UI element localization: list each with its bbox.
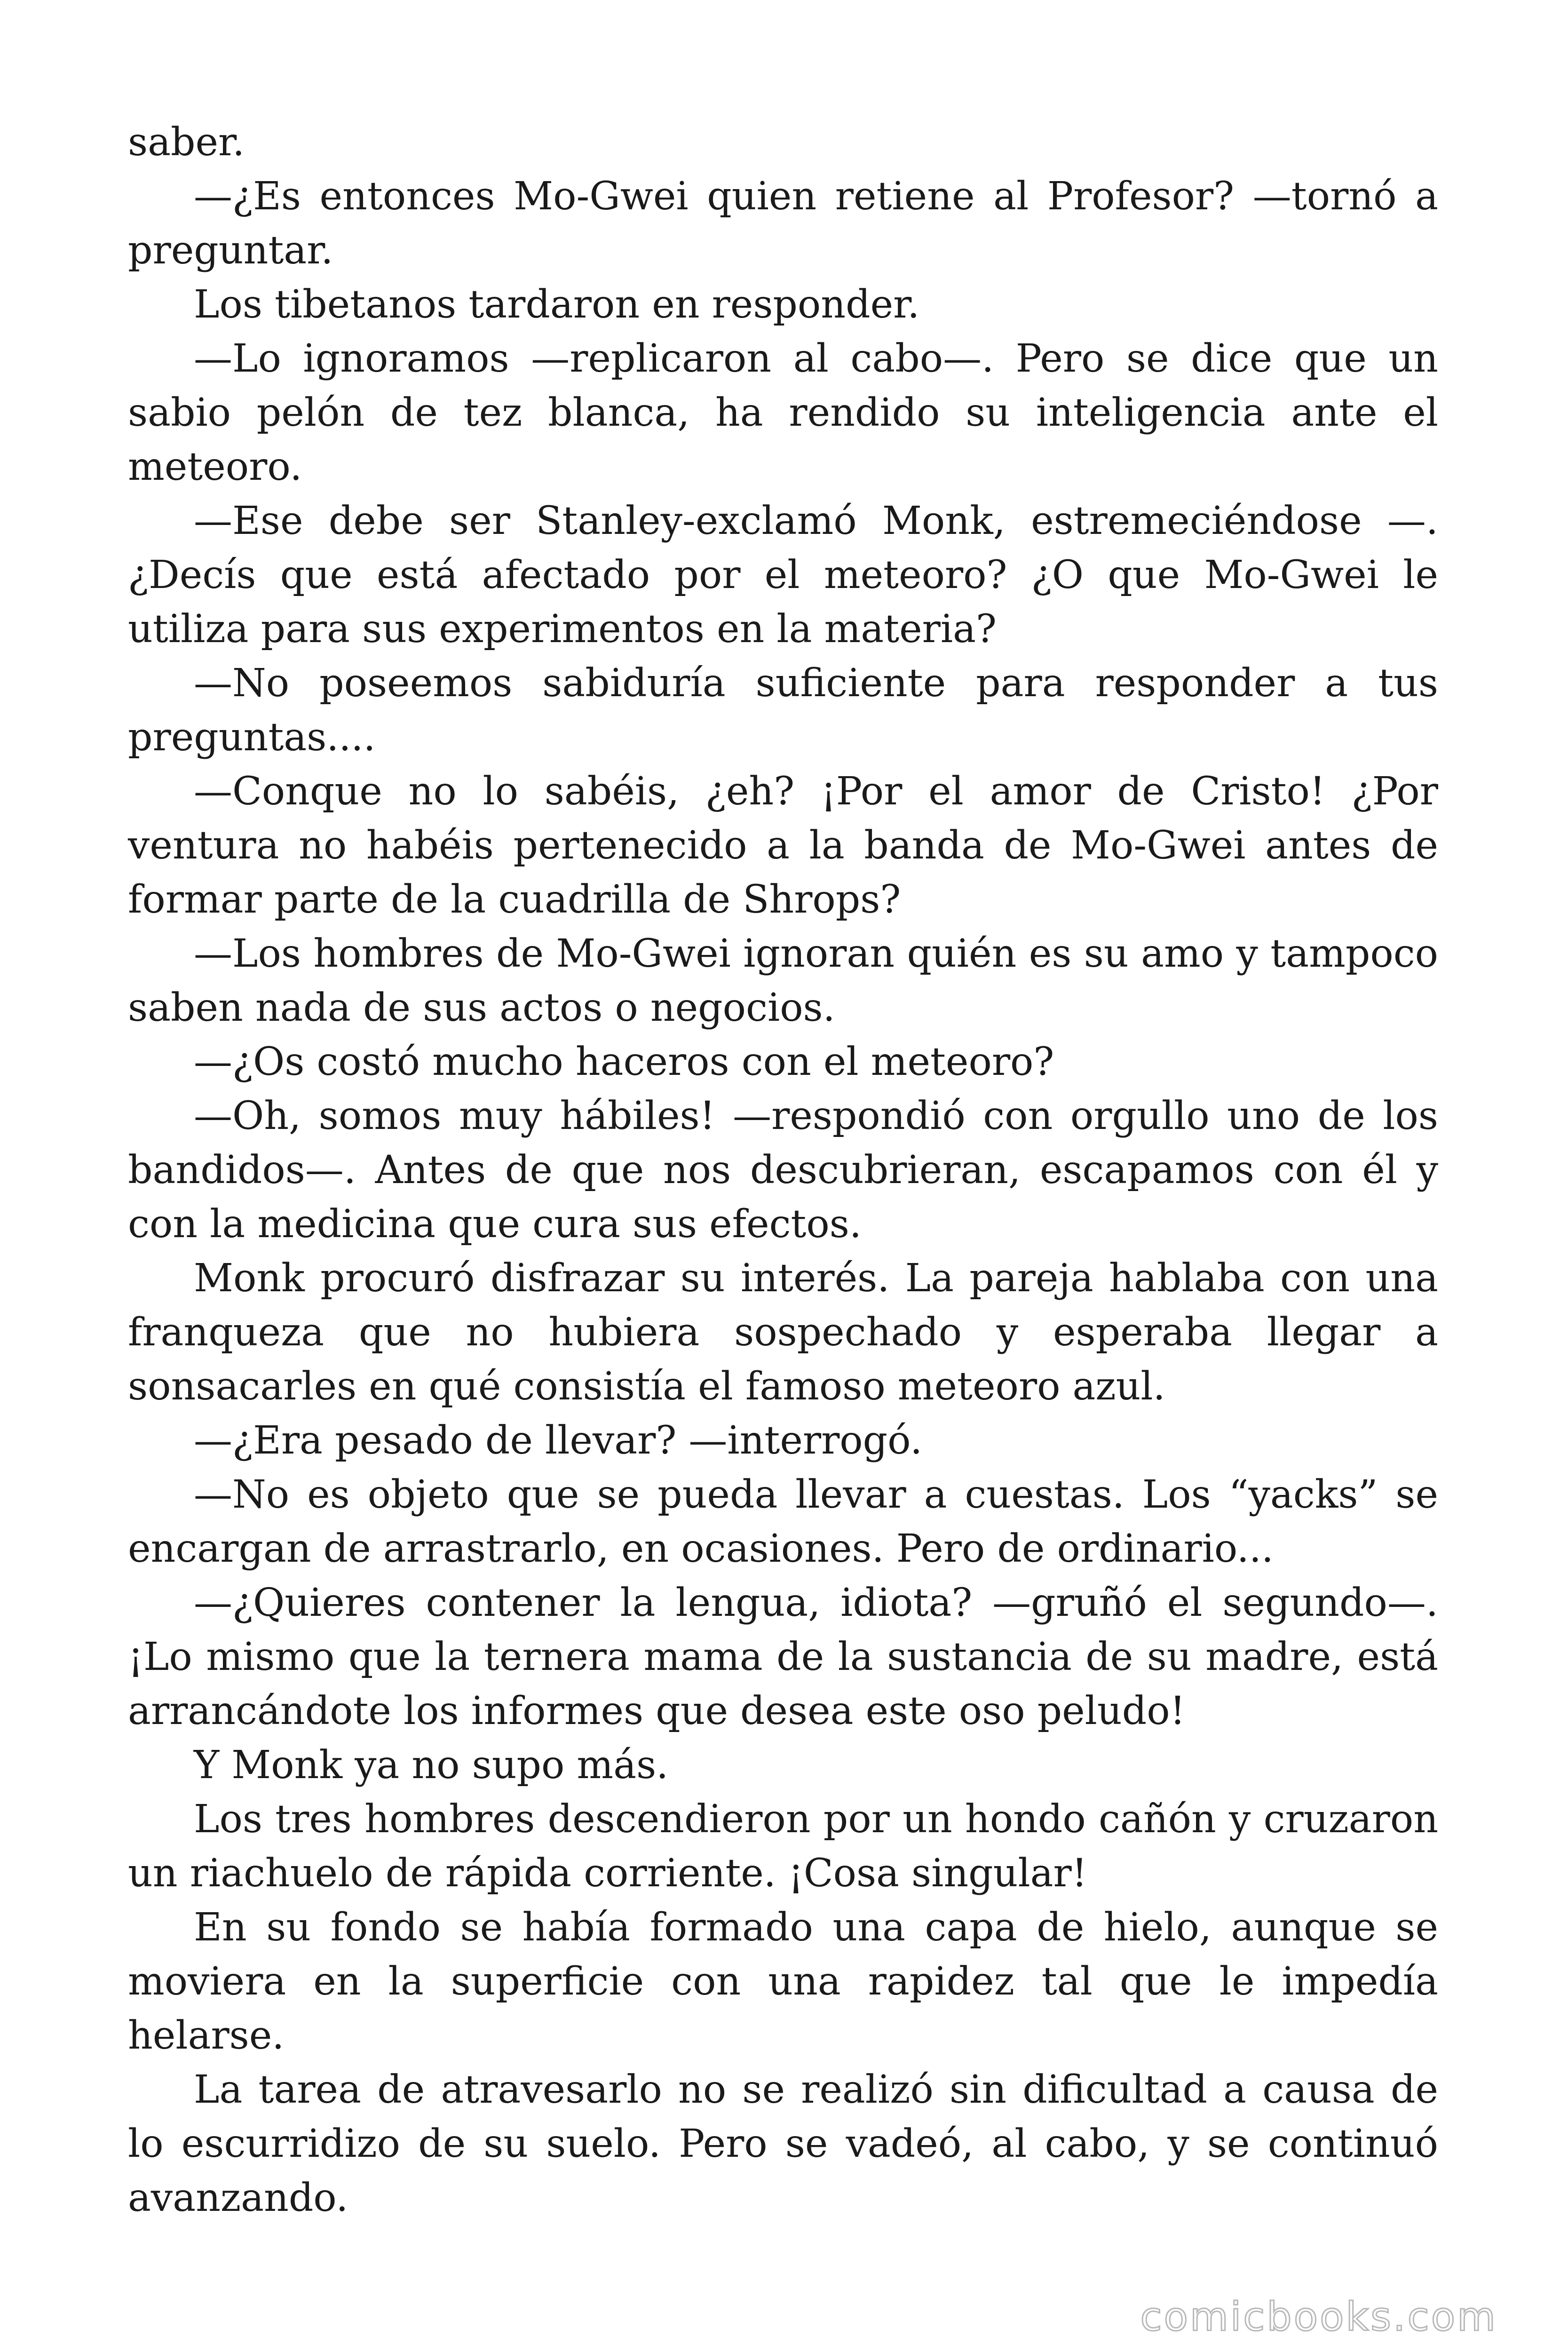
paragraph: Los tres hombres descendieron por un hondo cañón y cruzaron un riachuelo de rápida corriente. ¡Cosa singular! [128, 1797, 1438, 1896]
paragraph: —Conque no lo sabéis, ¿eh? ¡Por el amor de Cristo! ¿Por ventura no habéis pertenecido a la banda de Mo-Gwei antes de formar parte de la cuadrilla de Shrops? [128, 769, 1438, 922]
paragraph: —Oh, somos muy hábiles! —respondió con orgullo uno de los bandidos—. Antes de que nos descubrieran, escapamos con él y con la medicina que cura sus efectos. [128, 1094, 1438, 1247]
paragraph: En su fondo se había formado una capa de hielo, aunque se moviera en la superficie con una rapidez tal que le impedía helarse. [128, 1905, 1438, 2058]
paragraph: saber. [128, 120, 245, 165]
paragraph: —No es objeto que se pueda llevar a cuestas. Los “yacks” se encargan de arrastrarlo, en ocasiones. Pero de ordinario... [128, 1472, 1438, 1571]
paragraph: —¿Quieres contener la lengua, idiota? —gruñó el segundo—. ¡Lo mismo que la ternera mama de la sustancia de su madre, está arrancándote los informes que desea este oso peludo! [128, 1581, 1438, 1733]
paragraph: Monk procuró disfrazar su interés. La pareja hablaba con una franqueza que no hubiera sospechado y esperaba llegar a sonsacarles en qué consistía el famoso meteoro azul. [128, 1256, 1438, 1409]
watermark: comicbooks.com [1140, 2294, 1497, 2340]
paragraph: La tarea de atravesarlo no se realizó sin dificultad a causa de lo escurridizo de su suelo. Pero se vadeó, al cabo, y se continuó avanzando. [128, 2067, 1438, 2220]
paragraph: —Ese debe ser Stanley-exclamó Monk, estremeciéndose —. ¿Decís que está afectado por el meteoro? ¿O que Mo-Gwei le utiliza para sus experimentos en la materia? [128, 499, 1438, 652]
paragraph: —Los hombres de Mo-Gwei ignoran quién es su amo y tampoco saben nada de sus actos o negocios. [128, 931, 1438, 1030]
paragraph: Los tibetanos tardaron en responder. [194, 282, 920, 327]
paragraph: —¿Es entonces Mo-Gwei quien retiene al Profesor? —tornó a preguntar. [128, 174, 1438, 273]
paragraph: —Lo ignoramos —replicaron al cabo—. Pero se dice que un sabio pelón de tez blanca, ha rendido su inteligencia ante el meteoro. [128, 336, 1438, 489]
paragraph: Y Monk ya no supo más. [194, 1743, 669, 1788]
paragraph: —¿Era pesado de llevar? —interrogó. [194, 1418, 923, 1463]
paragraph: —No poseemos sabiduría suficiente para responder a tus preguntas.... [128, 661, 1438, 760]
paragraph: —¿Os costó mucho haceros con el meteoro? [194, 1040, 1054, 1084]
body-text [128, 115, 1438, 2225]
